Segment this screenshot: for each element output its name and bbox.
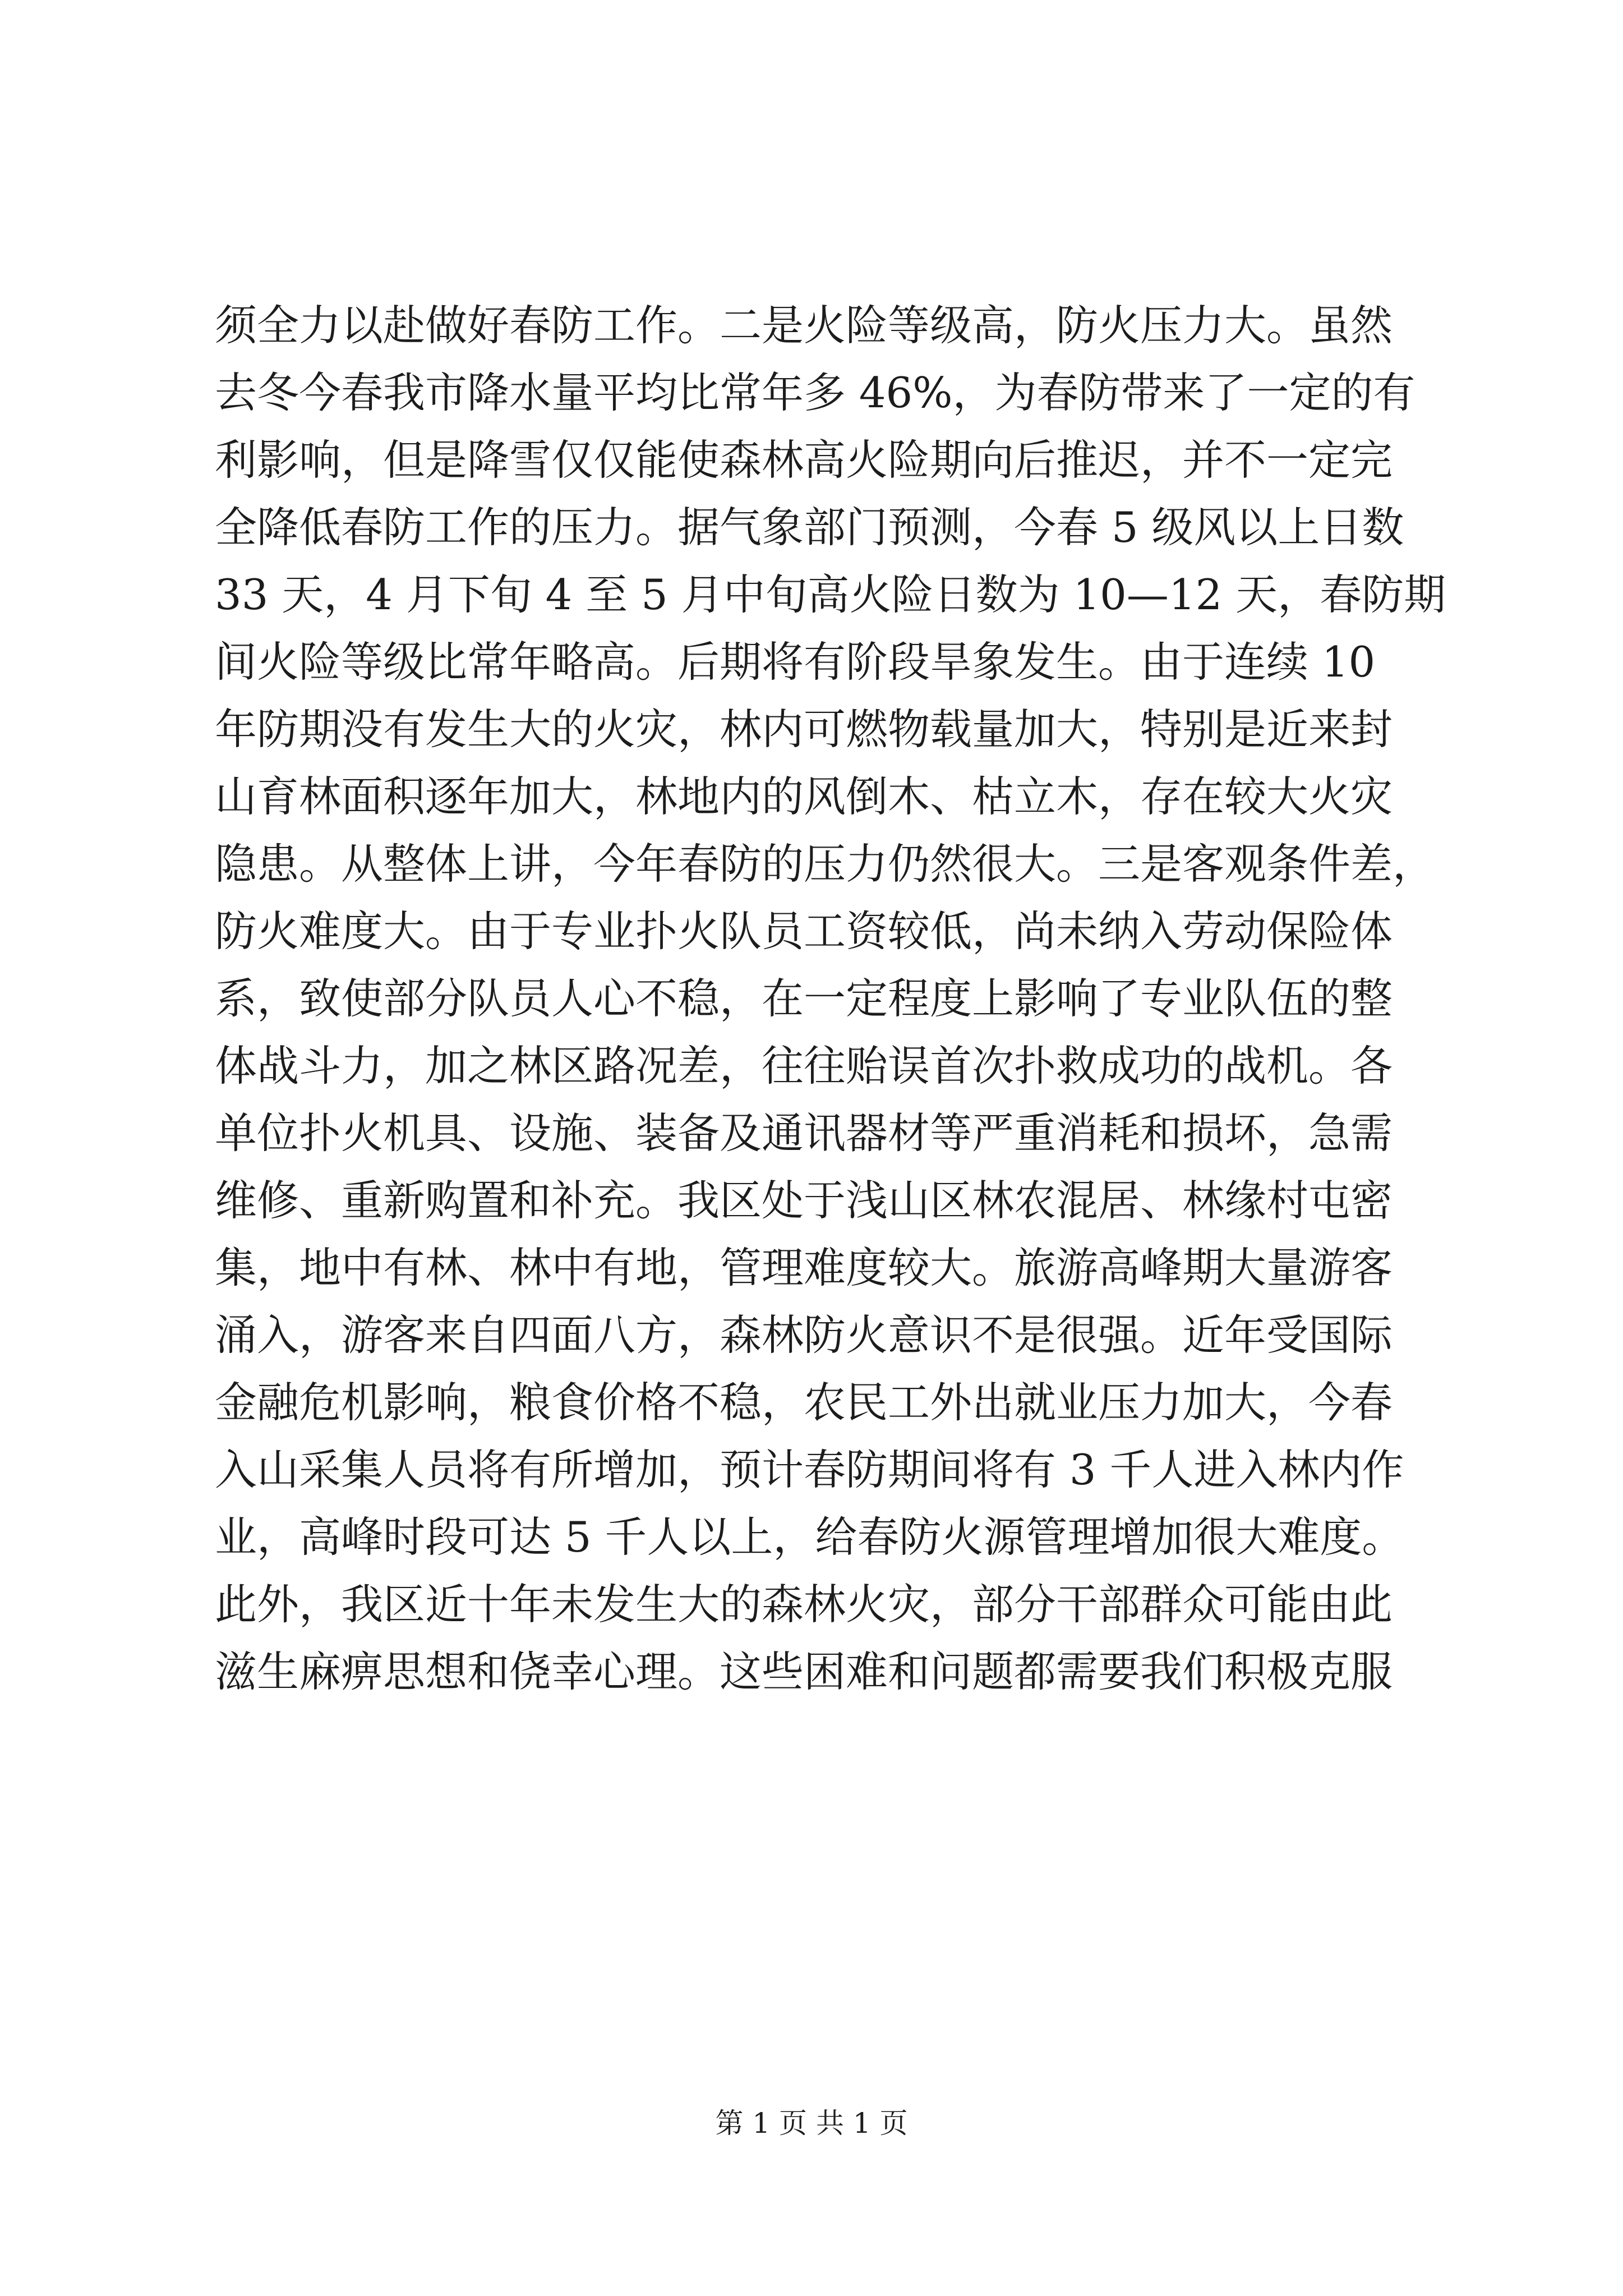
text-line: 防火难度大。由于专业扑火队员工资较低，尚未纳入劳动保险体 — [215, 907, 1393, 956]
text-line: 利影响，但是降雪仅仅能使森林高火险期向后推迟，并不一定完 — [215, 435, 1393, 485]
text-line: 入山采集人员将有所增加，预计春防期间将有 3 千人进入林内作 — [215, 1445, 1404, 1494]
text-line: 体战斗力，加之林区路况差，往往贻误首次扑救成功的战机。各 — [215, 1041, 1393, 1091]
text-line: 涌入，游客来自四面八方，森林防火意识不是很强。近年受国际 — [215, 1310, 1393, 1360]
text-line: 隐患。从整体上讲，今年春防的压力仍然很大。三是客观条件差， — [215, 839, 1435, 889]
text-line: 全降低春防工作的压力。据气象部门预测，今春 5 级风以上日数 — [215, 503, 1404, 552]
text-line: 去冬今春我市降水量平均比常年多 46%，为春防带来了一定的有 — [215, 368, 1415, 417]
text-line: 金融危机影响，粮食价格不稳，农民工外出就业压力加大，今春 — [215, 1378, 1393, 1427]
text-line: 集，地中有林、林中有地，管理难度较大。旅游高峰期大量游客 — [215, 1243, 1393, 1292]
text-line: 33 天，4 月下旬 4 至 5 月中旬高火险日数为 10—12 天，春防期 — [215, 570, 1446, 619]
text-line: 间火险等级比常年略高。后期将有阶段旱象发生。由于连续 10 — [215, 637, 1376, 687]
text-line: 滋生麻痹思想和侥幸心理。这些困难和问题都需要我们积极克服 — [215, 1647, 1393, 1696]
body-paragraph — [215, 292, 1446, 1705]
text-line: 单位扑火机具、设施、装备及通讯器材等严重消耗和损坏，急需 — [215, 1108, 1393, 1158]
text-line: 此外，我区近十年未发生大的森林火灾，部分干部群众可能由此 — [215, 1580, 1393, 1629]
text-line: 业，高峰时段可达 5 千人以上，给春防火源管理增加很大难度。 — [215, 1512, 1404, 1562]
text-line: 维修、重新购置和补充。我区处于浅山区林农混居、林缘村屯密 — [215, 1176, 1393, 1225]
text-line: 须全力以赴做好春防工作。二是火险等级高，防火压力大。虽然 — [215, 301, 1393, 350]
page-number-footer: 第 1 页 共 1 页 — [715, 2107, 908, 2139]
text-line: 山育林面积逐年加大，林地内的风倒木、枯立木，存在较大火灾 — [215, 772, 1393, 821]
text-line: 系，致使部分队员人心不稳，在一定程度上影响了专业队伍的整 — [215, 974, 1393, 1023]
text-line: 年防期没有发生大的火灾，林内可燃物载量加大，特别是近来封 — [215, 705, 1393, 754]
